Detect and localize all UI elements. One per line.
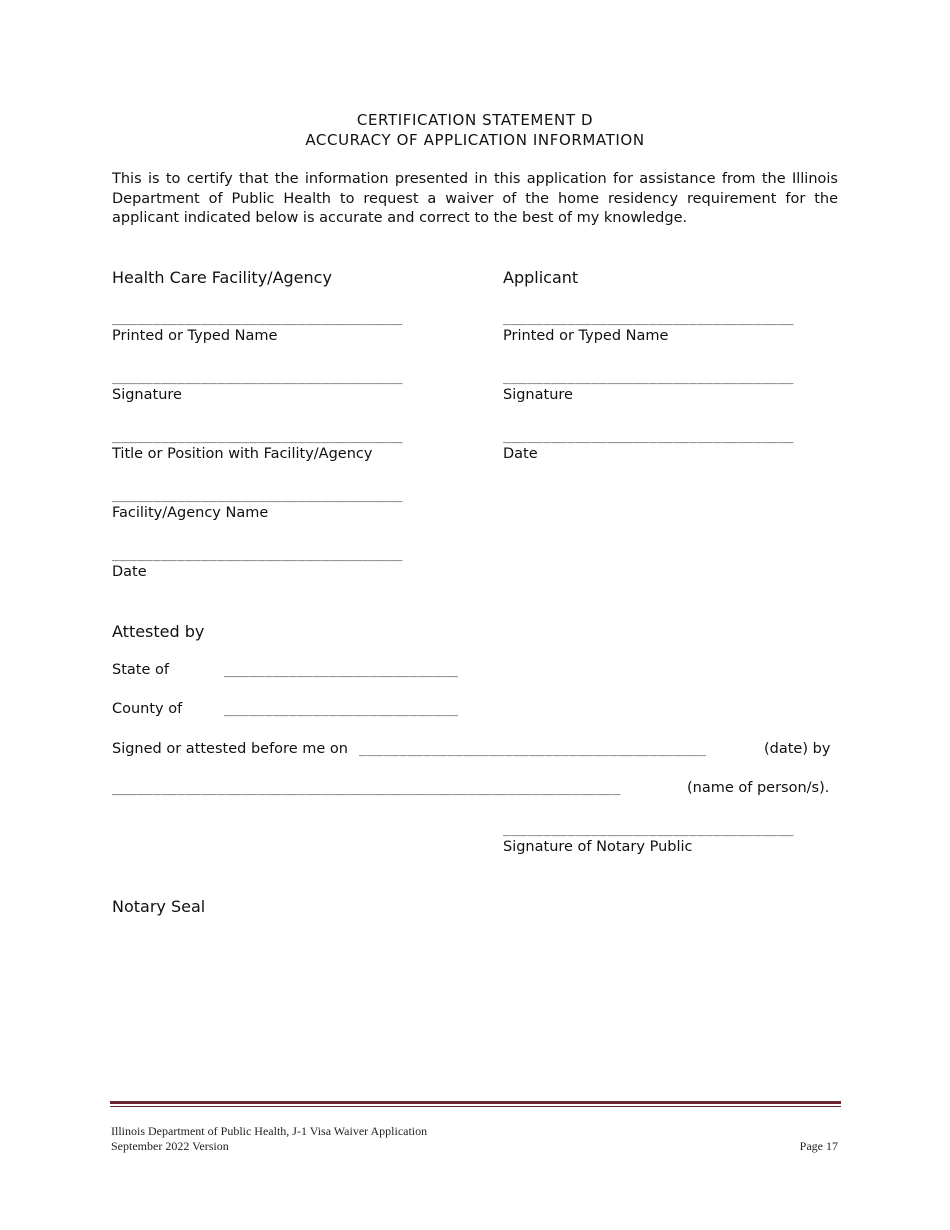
applicant-heading: Applicant — [503, 268, 579, 287]
facility-heading: Health Care Facility/Agency — [112, 268, 332, 287]
applicant-date-line[interactable]: ____________________________________ — [503, 429, 794, 444]
footer-divider-thin — [110, 1106, 841, 1107]
footer-version: September 2022 Version — [111, 1139, 229, 1153]
page-subtitle: ACCURACY OF APPLICATION INFORMATION — [305, 131, 645, 149]
state-line[interactable]: _____________________________ — [224, 663, 459, 678]
footer-department: Illinois Department of Public Health, J-1 Visa Waiver Application — [111, 1124, 428, 1138]
state-label: State of — [112, 662, 169, 678]
facility-signature-line[interactable]: ____________________________________ — [112, 370, 403, 385]
county-label: County of — [112, 701, 183, 717]
facility-agency-name-line[interactable]: ____________________________________ — [112, 488, 403, 503]
facility-date-line[interactable]: ____________________________________ — [112, 547, 403, 562]
facility-agency-name-label: Facility/Agency Name — [112, 505, 269, 521]
person-name-line[interactable]: _______________________________________________________________ — [112, 781, 621, 796]
footer-divider-thick — [110, 1101, 841, 1104]
page-title: CERTIFICATION STATEMENT D — [356, 111, 594, 129]
person-name-label: (name of person/s). — [687, 780, 830, 796]
facility-signature-label: Signature — [112, 387, 182, 403]
county-line[interactable]: _____________________________ — [224, 702, 459, 717]
certification-paragraph: This is to certify that the information presented in this application for assistance from the Illinois Department of Public Health to request a waiver of the home residency requirement for the applicant indicated below is accurate and correct to the best of my knowledge. — [112, 171, 838, 226]
facility-title-line[interactable]: ____________________________________ — [112, 429, 403, 444]
notary-seal-label: Notary Seal — [112, 897, 206, 916]
signed-before-label: Signed or attested before me on — [112, 741, 348, 757]
attested-by-heading: Attested by — [112, 622, 205, 641]
notary-signature-line[interactable]: ____________________________________ — [503, 822, 794, 837]
footer-page-number: Page 17 — [799, 1139, 838, 1153]
notary-signature-label: Signature of Notary Public — [503, 839, 693, 855]
applicant-date-label: Date — [503, 446, 538, 462]
facility-title-label: Title or Position with Facility/Agency — [112, 446, 373, 462]
applicant-signature-label: Signature — [503, 387, 573, 403]
applicant-name-label: Printed or Typed Name — [503, 328, 669, 344]
facility-name-label: Printed or Typed Name — [112, 328, 278, 344]
applicant-signature-line[interactable]: ____________________________________ — [503, 370, 794, 385]
facility-name-line[interactable]: ____________________________________ — [112, 311, 403, 326]
facility-date-label: Date — [112, 564, 147, 580]
attest-date-line[interactable]: ___________________________________________ — [359, 742, 707, 757]
applicant-name-line[interactable]: ____________________________________ — [503, 311, 794, 326]
date-by-label: (date) by — [764, 741, 831, 757]
